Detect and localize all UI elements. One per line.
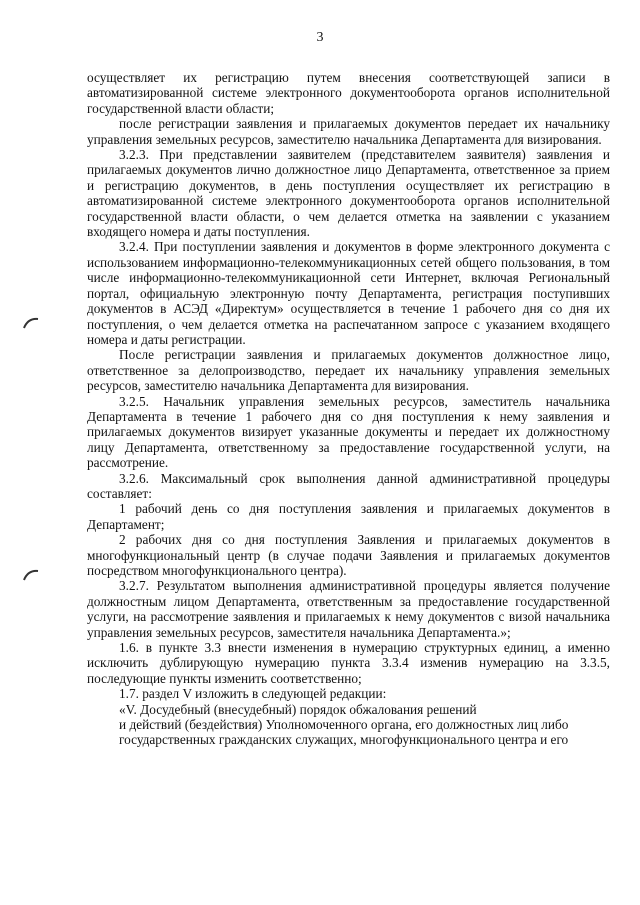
section-heading <box>87 702 610 748</box>
paragraph: 3.2.3. При представлении заявителем (представителем заявителя) заявления и прилагаемых документов лично должностное лицо Департамента, ответственное за прием и регистрацию документов, в день поступления осуществляет их регистрацию в автоматизированной системе электронного документооборота органов исполнительной государственной власти области, о чем делается отметка на заявлении с указанием входящего номера и даты поступления. <box>87 147 610 240</box>
paragraph: 2 рабочих дня со дня поступления Заявления и прилагаемых документов в многофункциональный центр (в случае подачи Заявления и прилагаемых документов посредством многофункционального центра). <box>87 532 610 578</box>
paragraph: 1.6. в пункте 3.3 внести изменения в нумерацию структурных единиц, а именно исключить дублирующую нумерацию пункта 3.3.4 изменив нумерацию на 3.3.5, последующие пункты изменить соответственно; <box>87 640 610 686</box>
paragraph: 1.7. раздел V изложить в следующей редакции: <box>119 686 387 702</box>
paragraph: 3.2.5. Начальник управления земельных ресурсов, заместитель начальника Департамента в течение 1 рабочего дня со дня поступления к нему заявления и прилагаемых документов визирует указанные документы и передает их должностному лицу Департамента, ответственному за предоставление государственной услуги, на рассмотрение. <box>87 393 610 471</box>
paragraph: 1 рабочий день со дня поступления заявления и прилагаемых документов в Департамент; <box>87 501 610 532</box>
paragraph: после регистрации заявления и прилагаемых документов передает их начальнику управления земельных ресурсов, заместителю начальника Департамента для визирования. <box>87 116 610 147</box>
document-body <box>87 70 610 748</box>
paragraph: 3.2.6. Максимальный срок выполнения данной административной процедуры составляет: <box>87 470 610 501</box>
punch-hole-mark <box>22 316 40 330</box>
paragraph: После регистрации заявления и прилагаемых документов должностное лицо, ответственное за делопроизводство, передает их начальнику управления земельных ресурсов, заместителю начальника Департамента для визирования. <box>87 347 610 394</box>
paragraph: осуществляет их регистрацию путем внесения соответствующей записи в автоматизированной системе электронного документооборота органов исполнительной государственной власти области; <box>87 70 610 116</box>
paragraph: 3.2.4. При поступлении заявления и документов в форме электронного документа с использованием информационно-телекоммуникационных сетей общего пользования, в том числе информационно-телекоммуникационной сети Интернет, включая Региональный портал, официальную электронную почту Департамента, регистрация поступивших документов в АСЭД «Директум» осуществляется в течение 1 рабочего дня со дня их поступления, о чем делается отметка на распечатанном запросе с указанием входящего номера и даты регистрации. <box>87 239 610 347</box>
page-number: 3 <box>316 30 324 45</box>
heading-line: «V. Досудебный (внесудебный) порядок обжалования решений <box>119 701 477 717</box>
paragraph: 3.2.7. Результатом выполнения административной процедуры является получение должностным лицом Департамента, ответственным за предоставление государственной услуги, на рассмотрение заявления и прилагаемых к нему документов с визой начальника управления земельных ресурсов, заместителя начальника Департамента.»; <box>87 578 610 640</box>
heading-line: государственных гражданских служащих, многофункционального центра и его <box>119 732 569 748</box>
punch-hole-mark <box>22 568 40 582</box>
heading-line: и действий (бездействия) Уполномоченного органа, его должностных лиц либо <box>119 717 569 733</box>
